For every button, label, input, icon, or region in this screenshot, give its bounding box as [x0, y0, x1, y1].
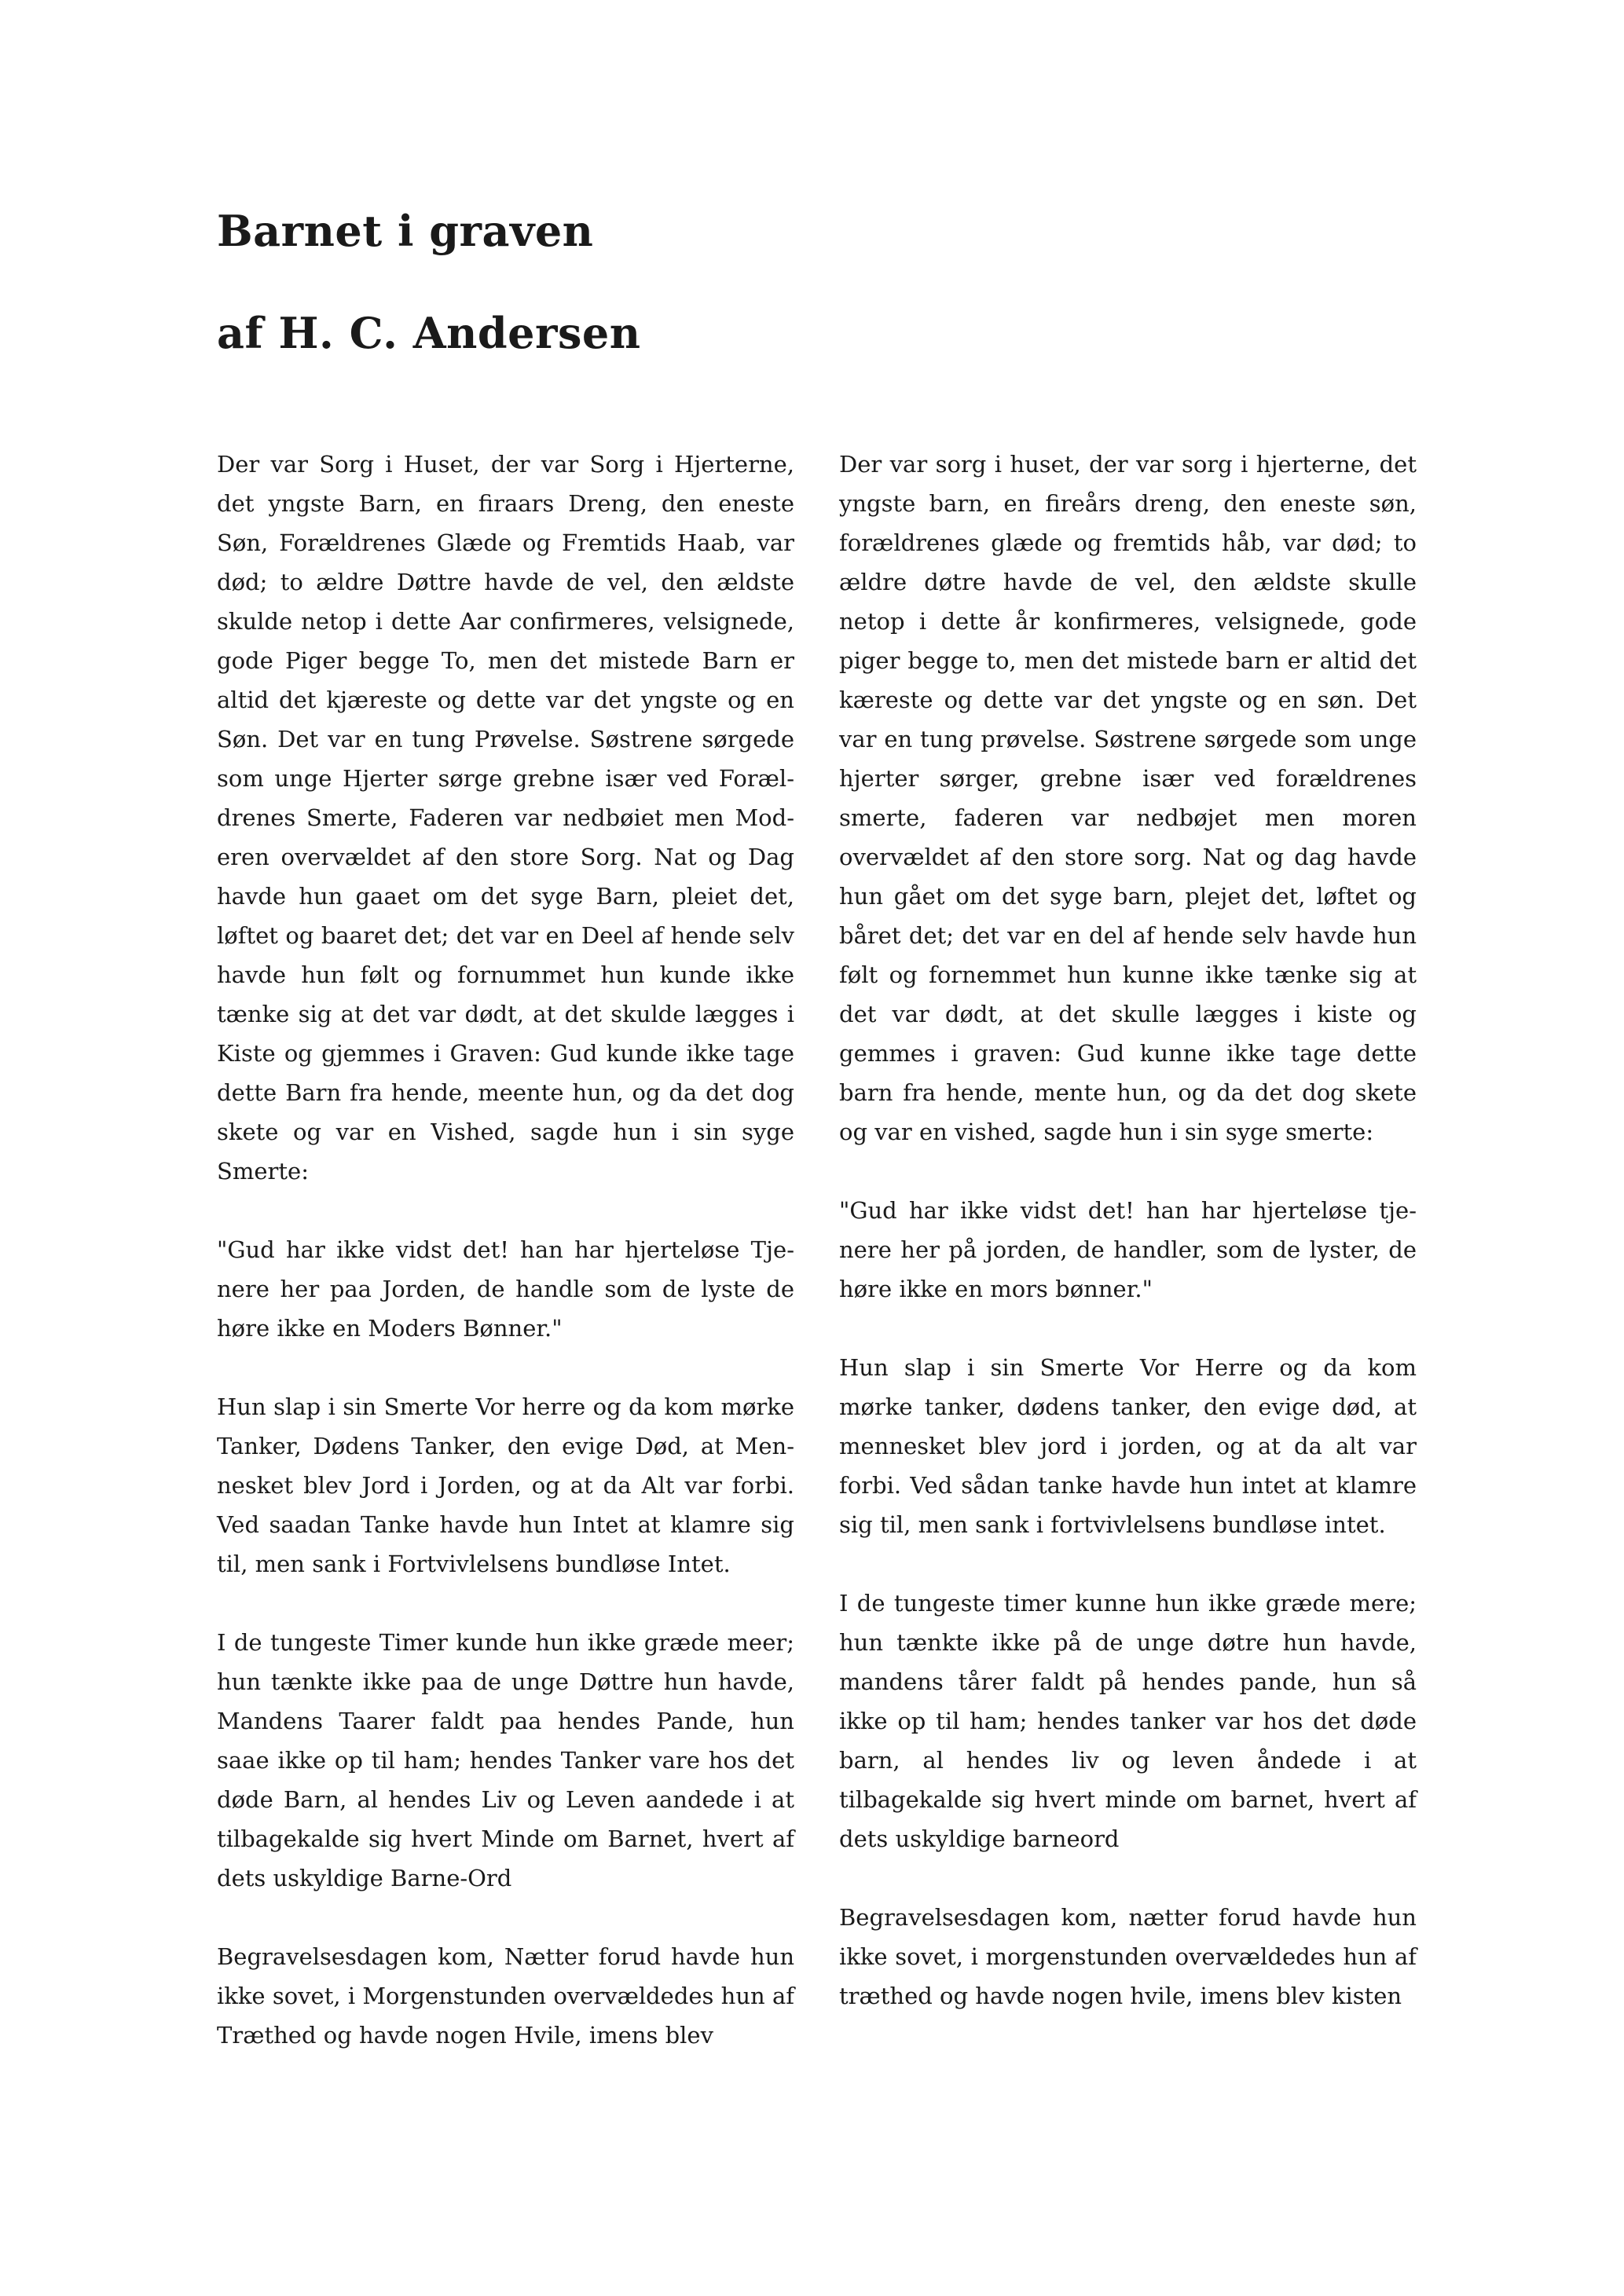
paragraph: Hun slap i sin Smerte Vor Herre og da kom mørke tanker, dødens tanker, den evige død, at mennesket blev jord i jorden, og at da alt var forbi. Ved sådan tanke havde hun intet at klamre sig til, men sank i fortvivlelsens bundløse intet. — [839, 1354, 1417, 1538]
paragraph: I de tungeste timer kunne hun ikke græde mere; hun tænkte ikke på de unge døtre hun havde, mandens tårer faldt på hendes pande, hun så ikke op til ham; hendes tanker var hos det døde barn, al hendes liv og leven åndede i at tilbagekalde sig hvert minde om barnet, hvert af dets uskyldige barneord — [839, 1590, 1417, 1852]
paragraph: Begravelsesdagen kom, Nætter forud havde hun ikke sovet, i Morgenstunden overvældedes hun af Træthed og havde nogen Hvile, imens blev — [217, 1943, 794, 2049]
paragraph: Der var sorg i huset, der var sorg i hjerterne, det yngste barn, en fireårs dreng, den eneste søn, forældrenes glæde og fremtids håb, var død; to ældre døtre havde de vel, den ældste skulle netop i dette år konfirmeres, velsignede, gode piger begge to, men det mistede barn er altid det kæreste og dette var det yngste og en søn. Det var en tung prøvelse. Søstrene sørgede som unge hjerter sørger, grebne især ved forældrenes smerte, faderen var nedbøjet men moren overvældet af den store sorg. Nat og dag havde hun gået om det syge barn, plejet det, løftet og båret det; det var en del af hende selv havde hun følt og fornemmet hun kunne ikke tænke sig at det var dødt, at det skulle lægges i kiste og gemmes i graven: Gud kunne ikke tage dette barn fra hende, mente hun, og da det dog skete og var en vished, sagde hun i sin syge smerte: — [839, 451, 1417, 1145]
paragraph: Begravelsesdagen kom, nætter forud havde hun ikke sovet, i morgenstunden overvældedes hun af træthed og havde nogen hvile, imens blev kisten — [839, 1904, 1417, 2009]
paragraph: "Gud har ikke vidst det! han har hjerteløse tjenere her på jorden, de handler, som de lyster, de høre ikke en mors bønner." — [839, 1197, 1417, 1302]
document-title: Barnet i graven — [217, 206, 594, 256]
document-author: af H. C. Andersen — [217, 308, 641, 358]
original-spelling-column — [217, 445, 794, 2094]
paragraph: I de tungeste Timer kunde hun ikke græde meer; hun tænkte ikke paa de unge Døttre hun havde, Mandens Taarer faldt paa hendes Pande, hun saae ikke op til ham; hendes Tanker vare hos det døde Barn, al hendes Liv og Leven aandede i at tilbagekalde sig hvert Minde om Barnet, hvert af dets uskyldige Barne-Ord — [217, 1629, 794, 1891]
paragraph: Der var Sorg i Huset, der var Sorg i Hjerterne, det yngste Barn, en firaars Dreng, den eneste Søn, Forældrenes Glæde og Fremtids Haab, var død; to ældre Døttre havde de vel, den ældste skulde netop i dette Aar confirmeres, velsignede, gode Piger begge To, men det mistede Barn er altid det kjæreste og dette var det yngste og en Søn. Det var en tung Prøvelse. Søstrene sørgede som unge Hjerter sørge grebne især ved Forældrenes Smerte, Faderen var nedbøiet men Moderen overvældet af den store Sorg. Nat og Dag havde hun gaaet om det syge Barn, pleiet det, løftet og baaret det; det var en Deel af hende selv havde hun følt og fornummet hun kunde ikke tænke sig at det var dødt, at det skulde lægges i Kiste og gjemmes i Graven: Gud kunde ikke tage dette Barn fra hende, meente hun, og da det dog skete og var en Vished, sagde hun i sin syge Smerte: — [217, 451, 794, 1185]
paragraph: "Gud har ikke vidst det! han har hjerteløse Tjenere her paa Jorden, de handle som de lyste de høre ikke en Moders Bønner." — [217, 1236, 794, 1342]
modern-spelling-column — [839, 445, 1417, 2055]
paragraph: Hun slap i sin Smerte Vor herre og da kom mørke Tanker, Dødens Tanker, den evige Død, at Mennesket blev Jord i Jorden, og at da Alt var forbi. Ved saadan Tanke havde hun Intet at klamre sig til, men sank i Fortvivlelsens bundløse Intet. — [217, 1393, 794, 1577]
